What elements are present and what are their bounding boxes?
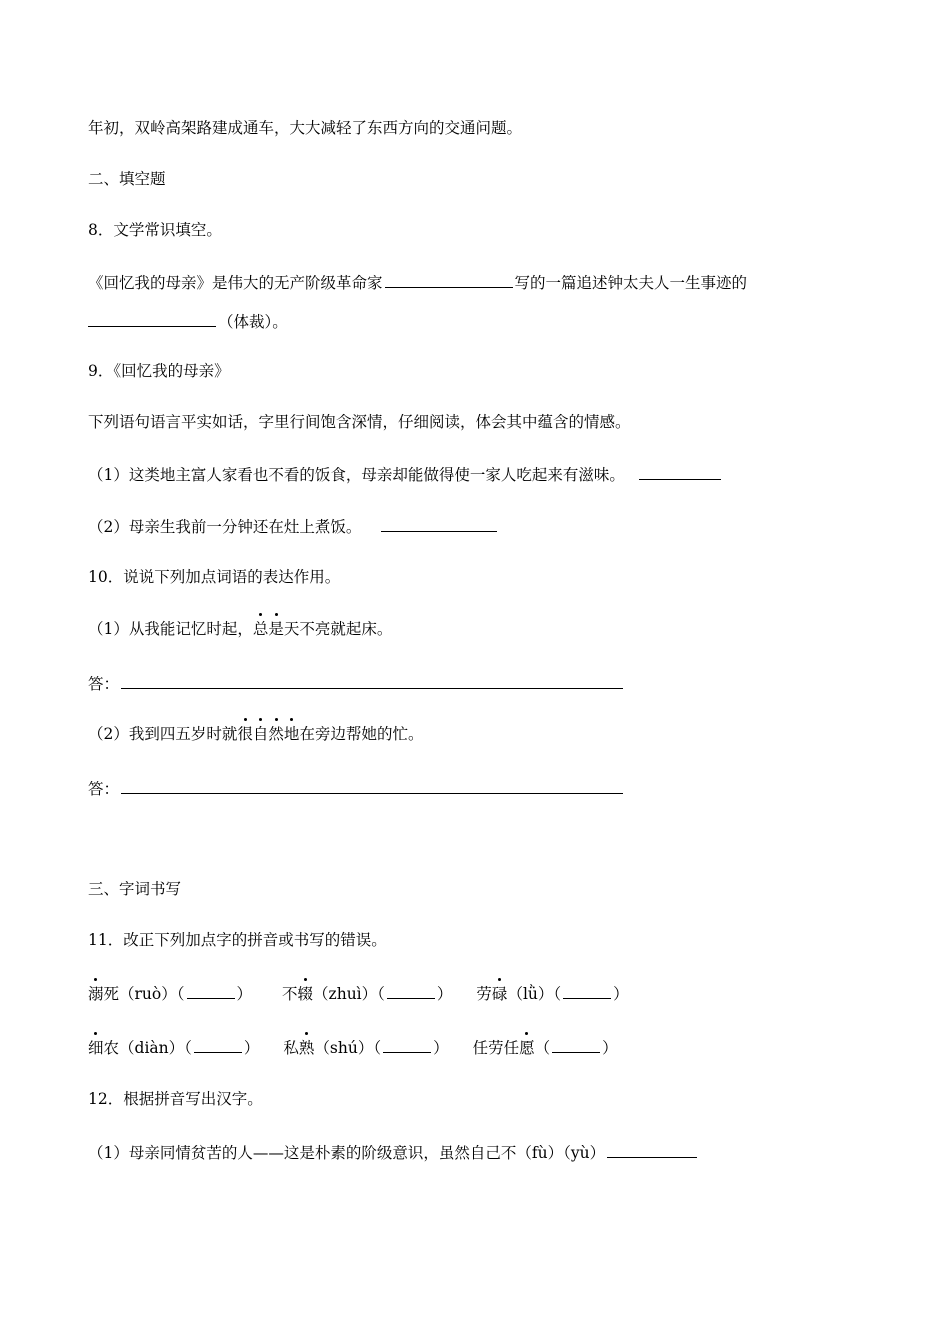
q11-item: 不辍（zhuì）（ ） [282, 985, 452, 1003]
q11-blank[interactable] [563, 982, 611, 999]
question-12-title: 12．根据拼音写出汉字。 [88, 1090, 263, 1108]
q10-dotted-char: 总 [252, 620, 269, 638]
q11-dotted-char: 熟 [298, 1039, 315, 1057]
answer-label: 答： [88, 675, 120, 693]
q11-blank[interactable] [383, 1036, 431, 1053]
q10-dotted-char: 是 [268, 620, 284, 638]
q11-blank[interactable] [387, 982, 435, 999]
q8-genre-blank[interactable] [88, 310, 216, 327]
q11-dotted-char: 辍 [297, 985, 314, 1003]
q10-dotted-char: 自 [252, 725, 269, 743]
q11-dotted-char: 溺 [88, 985, 104, 1003]
q10-answer-1-blank[interactable] [121, 672, 623, 689]
q11-blank[interactable] [187, 982, 235, 999]
question-8-title: 8．文学常识填空。 [88, 221, 222, 239]
q11-item: 溺死（ruò）（ ） [88, 985, 252, 1003]
section-title-word-writing: 三、字词书写 [88, 880, 182, 898]
question-9-item-2 [88, 515, 499, 537]
q11-blank[interactable] [552, 1036, 600, 1053]
q12-item1-text: （1）母亲同情贫苦的人——这是朴素的阶级意识，虽然自己不（fù）（yù） [88, 1144, 606, 1162]
question-11-row-2 [88, 1036, 618, 1058]
question-11-row-1 [88, 982, 629, 1004]
q11-item: 任劳任愿（ ） [473, 1039, 618, 1057]
q9-item2-blank[interactable] [381, 515, 497, 532]
q11-dotted-char: 碌 [491, 985, 508, 1003]
q10-dotted-char: 然 [268, 725, 284, 743]
q8-author-blank[interactable] [385, 271, 513, 288]
question-8-line-2 [88, 310, 288, 332]
intro-line: 年初，双岭高架路建成通车，大大减轻了东西方向的交通问题。 [88, 119, 523, 137]
q10-dotted-char: 很 [237, 725, 253, 743]
q9-item1-blank[interactable] [639, 463, 721, 480]
question-10-answer-1 [88, 672, 625, 694]
q10-item2-text-b: 在旁边帮她的忙。 [299, 725, 424, 743]
answer-label: 答： [88, 780, 120, 798]
q12-item1-blank[interactable] [607, 1141, 697, 1158]
q10-item1-text-b: 天不亮就起床。 [283, 620, 393, 638]
section-title-fill-blank: 二、填空题 [88, 170, 166, 188]
q11-dotted-char: 愿 [519, 1039, 535, 1057]
question-10-title: 10．说说下列加点词语的表达作用。 [88, 568, 341, 586]
question-11-title: 11．改正下列加点字的拼音或书写的错误。 [88, 931, 387, 949]
question-10-item-2 [88, 724, 423, 744]
q11-dotted-char: 细 [88, 1039, 104, 1057]
q11-item: 私熟（shú）（ ） [283, 1039, 448, 1057]
q9-item2-text: （2）母亲生我前一分钟还在灶上煮饭。 [88, 518, 362, 536]
question-10-answer-2 [88, 777, 625, 799]
question-9-instruction: 下列语句语言平实如话，字里行间饱含深情，仔细阅读，体会其中蕴含的情感。 [88, 413, 631, 431]
question-9-item-1 [88, 463, 723, 485]
q10-item2-text-a: （2）我到四五岁时就 [88, 725, 238, 743]
q9-item1-text: （1）这类地主富人家看也不看的饭食，母亲却能做得使一家人吃起来有滋味。 [88, 466, 625, 484]
q8-text-part1: 《回忆我的母亲》是伟大的无产阶级革命家 [88, 274, 383, 292]
q11-blank[interactable] [194, 1036, 242, 1053]
question-12-item-1 [88, 1141, 699, 1163]
q10-dotted-char: 地 [283, 725, 300, 743]
question-8-line-1 [88, 271, 747, 293]
q10-item1-text-a: （1）从我能记忆时起， [88, 620, 253, 638]
q11-item: 劳碌（lǜ）（ ） [476, 985, 628, 1003]
q8-text-part2: 写的一篇追述钟太夫人一生事迹的 [514, 274, 748, 292]
q10-answer-2-blank[interactable] [121, 777, 623, 794]
question-10-item-1 [88, 619, 392, 639]
q11-item: 细农（diàn）（ ） [88, 1039, 259, 1057]
q8-text-part3: （体裁）。 [218, 313, 288, 331]
question-9-title: 9．《回忆我的母亲》 [88, 362, 230, 380]
